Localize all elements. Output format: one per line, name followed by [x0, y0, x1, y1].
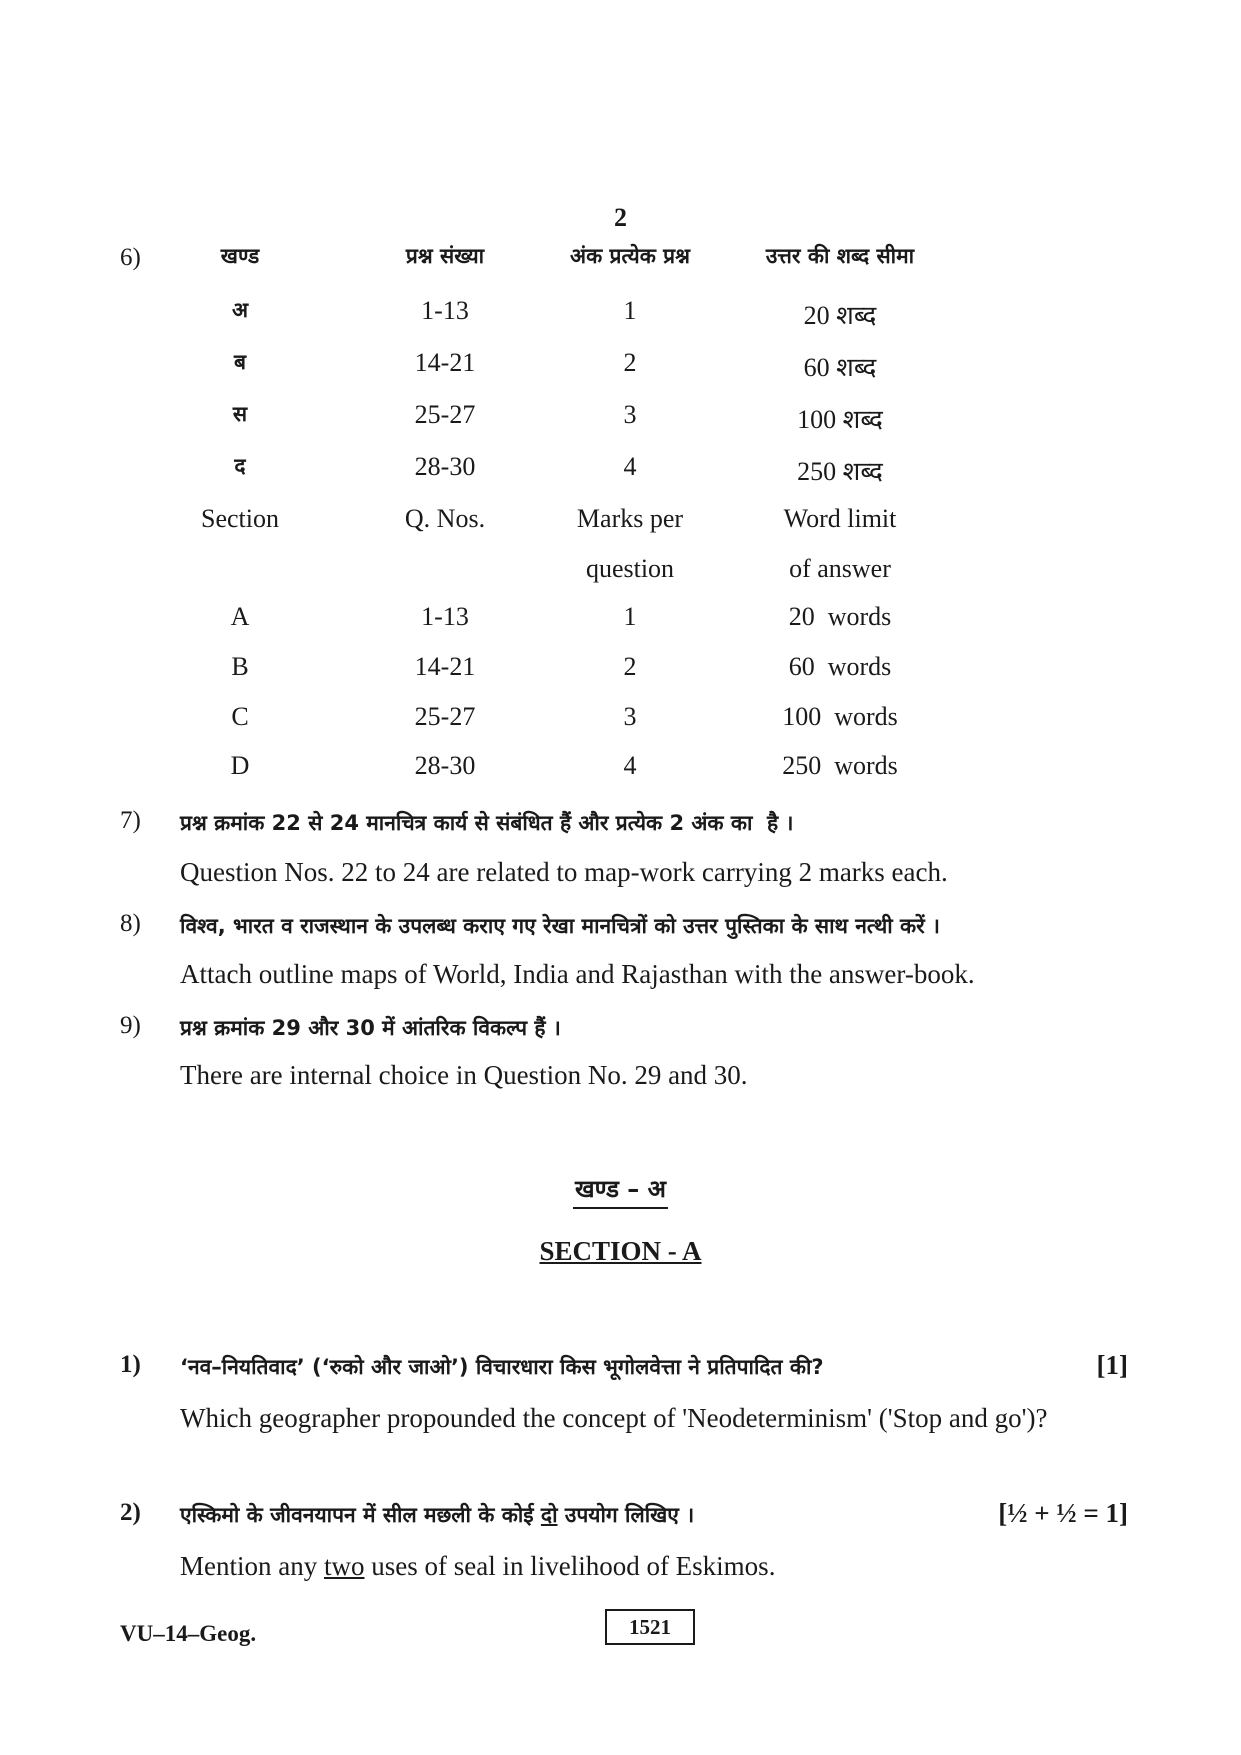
table-header-cell: प्रश्न संख्या [405, 244, 485, 268]
table-header-cell: of answer [789, 554, 891, 583]
table-row [180, 504, 980, 544]
table-header-cell: खण्ड [220, 244, 260, 268]
table-cell: अ [231, 298, 249, 322]
table-cell: 28-30 [414, 452, 476, 481]
instruction-7-hindi: प्रश्न क्रमांक 22 से 24 मानचित्र कार्य से संबंधित हैं और प्रत्येक 2 अंक का है । [180, 811, 794, 835]
question-1-marks: [1] [1096, 1350, 1128, 1380]
table-row [180, 296, 980, 336]
section-heading-hindi [0, 1172, 1241, 1205]
instruction-9-english: There are internal choice in Question No. 29 and 30. [180, 1060, 748, 1090]
question-1-number: 1) [120, 1351, 141, 1378]
table-header-cell: Marks per [576, 504, 684, 533]
table-cell: A [230, 602, 250, 631]
section-heading-english: SECTION - A [539, 1236, 702, 1266]
table-cell: 100 शब्द [797, 405, 883, 434]
table-cell: 14-21 [414, 652, 476, 681]
table-cell: 14-21 [414, 348, 476, 377]
question-2-hindi-part: उपयोग लिखिए । [557, 1503, 695, 1527]
question-2-marks: [½ + ½ = 1] [998, 1498, 1128, 1528]
question-2-english-emphasis: two [323, 1551, 365, 1581]
table-row [180, 702, 980, 742]
table-header-cell: Section [201, 504, 279, 533]
table-row [180, 652, 980, 692]
table-cell: 60 words [788, 652, 892, 681]
table-row [180, 452, 980, 492]
table-cell: ब [234, 350, 246, 374]
question-2-hindi-part: एस्किमो के जीवनयापन में सील मछली के कोई [180, 1503, 541, 1527]
instruction-9-hindi: प्रश्न क्रमांक 29 और 30 में आंतरिक विकल्प हैं । [180, 1016, 561, 1040]
question-1-hindi: ‘नव–नियतिवाद’ (‘रुको और जाओ’) विचारधारा किस भूगोलवेत्ता ने प्रतिपादित की? [180, 1355, 824, 1379]
instruction-9-number: 9) [120, 1012, 141, 1039]
table-cell: 2 [623, 652, 637, 681]
table-cell: B [231, 652, 249, 681]
table-cell: 20 शब्द [803, 301, 877, 330]
table-cell: 20 words [788, 602, 892, 631]
table-cell: 25-27 [414, 702, 476, 731]
table-header-cell: उत्तर की शब्द सीमा [765, 244, 915, 268]
table-header-cell: Word limit [783, 504, 897, 533]
table-cell: D [230, 751, 250, 780]
instruction-7-english: Question Nos. 22 to 24 are related to map-work carrying 2 marks each. [180, 857, 948, 887]
question-2-hindi [180, 1501, 694, 1529]
table-cell: द [234, 454, 246, 478]
table-cell: स [232, 402, 248, 426]
table-row [180, 400, 980, 440]
table-cell: 100 words [782, 702, 898, 731]
table-row [180, 751, 980, 791]
table-cell: 1 [623, 296, 637, 325]
question-2-hindi-emphasis: दो [540, 1503, 558, 1527]
table-header-cell: Q. Nos. [404, 504, 486, 533]
table-header-cell: अंक प्रत्येक प्रश्न [570, 244, 690, 268]
instruction-8-english: Attach outline maps of World, India and Rajasthan with the answer-book. [180, 959, 975, 989]
table-cell: 28-30 [414, 751, 476, 780]
question-2-english [180, 1551, 775, 1582]
question-2-english-part: uses of seal in livelihood of Eskimos. [364, 1551, 776, 1581]
table-cell: 1 [623, 602, 637, 631]
question-1-english: Which geographer propounded the concept of 'Neodeterminism' ('Stop and go')? [180, 1403, 1048, 1433]
table-cell: 1-13 [421, 296, 469, 325]
question-2-number: 2) [120, 1499, 141, 1526]
table-cell: 3 [623, 400, 637, 429]
table-cell: 4 [623, 452, 637, 481]
page-code-box: 1521 [605, 1609, 695, 1645]
table-cell: 2 [623, 348, 637, 377]
table-header-cell: question [585, 554, 675, 583]
question-2-english-part: Mention any [180, 1551, 324, 1581]
table-cell: 3 [623, 702, 637, 731]
section-heading-hindi-text: खण्ड – अ [573, 1175, 668, 1209]
instruction-8-hindi: विश्व, भारत व राजस्थान के उपलब्ध कराए गए रेखा मानचित्रों को उत्तर पुस्तिका के साथ नत्थी करें । [180, 914, 940, 938]
table-cell: 4 [623, 751, 637, 780]
instruction-8-number: 8) [120, 910, 141, 937]
table-cell: C [231, 702, 249, 731]
table-cell: 1-13 [421, 602, 469, 631]
paper-code: VU–14–Geog. [120, 1621, 257, 1646]
page-number: 2 [614, 203, 627, 232]
table-cell: 250 words [782, 751, 898, 780]
table-row [180, 348, 980, 388]
instruction-6-number: 6) [120, 244, 141, 271]
table-cell: 250 शब्द [797, 457, 883, 486]
table-row [180, 554, 980, 594]
table-cell: 25-27 [414, 400, 476, 429]
instruction-7-number: 7) [120, 807, 141, 834]
table-row [180, 242, 980, 282]
table-cell: 60 शब्द [803, 353, 877, 382]
table-row [180, 602, 980, 642]
